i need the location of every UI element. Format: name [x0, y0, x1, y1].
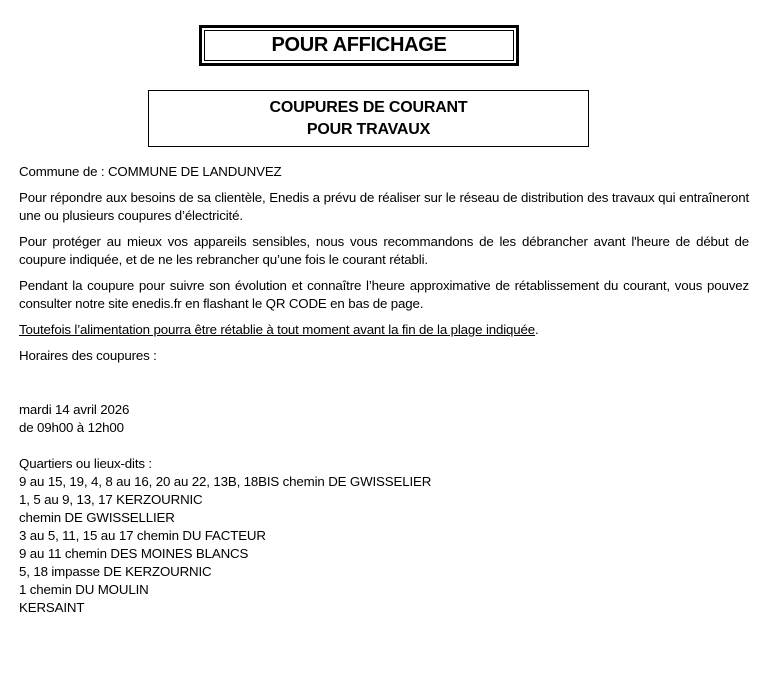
paragraph-1: Pour répondre aux besoins de sa clientèle, Enedis a prévu de réaliser sur le réseau de distribution des travaux qui entraîneront une ou plusieurs coupures d’électricité.	[19, 190, 749, 223]
paragraph-4	[19, 321, 749, 339]
quartiers-list	[19, 473, 749, 617]
title-line-1: COUPURES DE COURANT	[269, 98, 468, 116]
quartiers-label: Quartiers ou lieux-dits :	[19, 456, 152, 471]
title-line-2: POUR TRAVAUX	[306, 120, 431, 138]
quartier-item: 1, 5 au 9, 13, 17 KERZOURNIC	[19, 492, 203, 507]
quartier-item: 9 au 11 chemin DES MOINES BLANCS	[19, 546, 249, 561]
commune-line: Commune de : COMMUNE DE LANDUNVEZ	[19, 164, 282, 179]
notice-body	[19, 163, 749, 617]
pour-affichage-box	[199, 25, 519, 66]
underlined-warning: Toutefois l’alimentation pourra être rétablie à tout moment avant la fin de la plage indiquée	[19, 322, 536, 337]
period: .	[535, 322, 539, 337]
quartier-item: 1 chemin DU MOULIN	[19, 582, 149, 597]
title-box	[148, 90, 589, 147]
outage-date: mardi 14 avril 2026	[19, 402, 130, 417]
quartier-item: KERSAINT	[19, 600, 85, 615]
quartier-item: chemin DE GWISSELLIER	[19, 510, 175, 525]
quartier-item: 5, 18 impasse DE KERZOURNIC	[19, 564, 212, 579]
pour-affichage-title: POUR AFFICHAGE	[204, 30, 514, 61]
paragraph-3: Pendant la coupure pour suivre son évolution et connaître l’heure approximative de rétablissement du courant, vous pouvez consulter notre site enedis.fr en flashant le QR CODE en bas de page.	[19, 278, 749, 311]
outage-time: de 09h00 à 12h00	[19, 420, 124, 435]
quartier-item: 9 au 15, 19, 4, 8 au 16, 20 au 22, 13B, 18BIS chemin DE GWISSELIER	[19, 474, 432, 489]
horaires-label: Horaires des coupures :	[19, 348, 157, 363]
paragraph-2: Pour protéger au mieux vos appareils sensibles, nous vous recommandons de les débrancher avant l'heure de début de coupure indiquée, et de ne les rebrancher qu’une fois le courant rétabli.	[19, 234, 749, 267]
quartier-item: 3 au 5, 11, 15 au 17 chemin DU FACTEUR	[19, 528, 266, 543]
